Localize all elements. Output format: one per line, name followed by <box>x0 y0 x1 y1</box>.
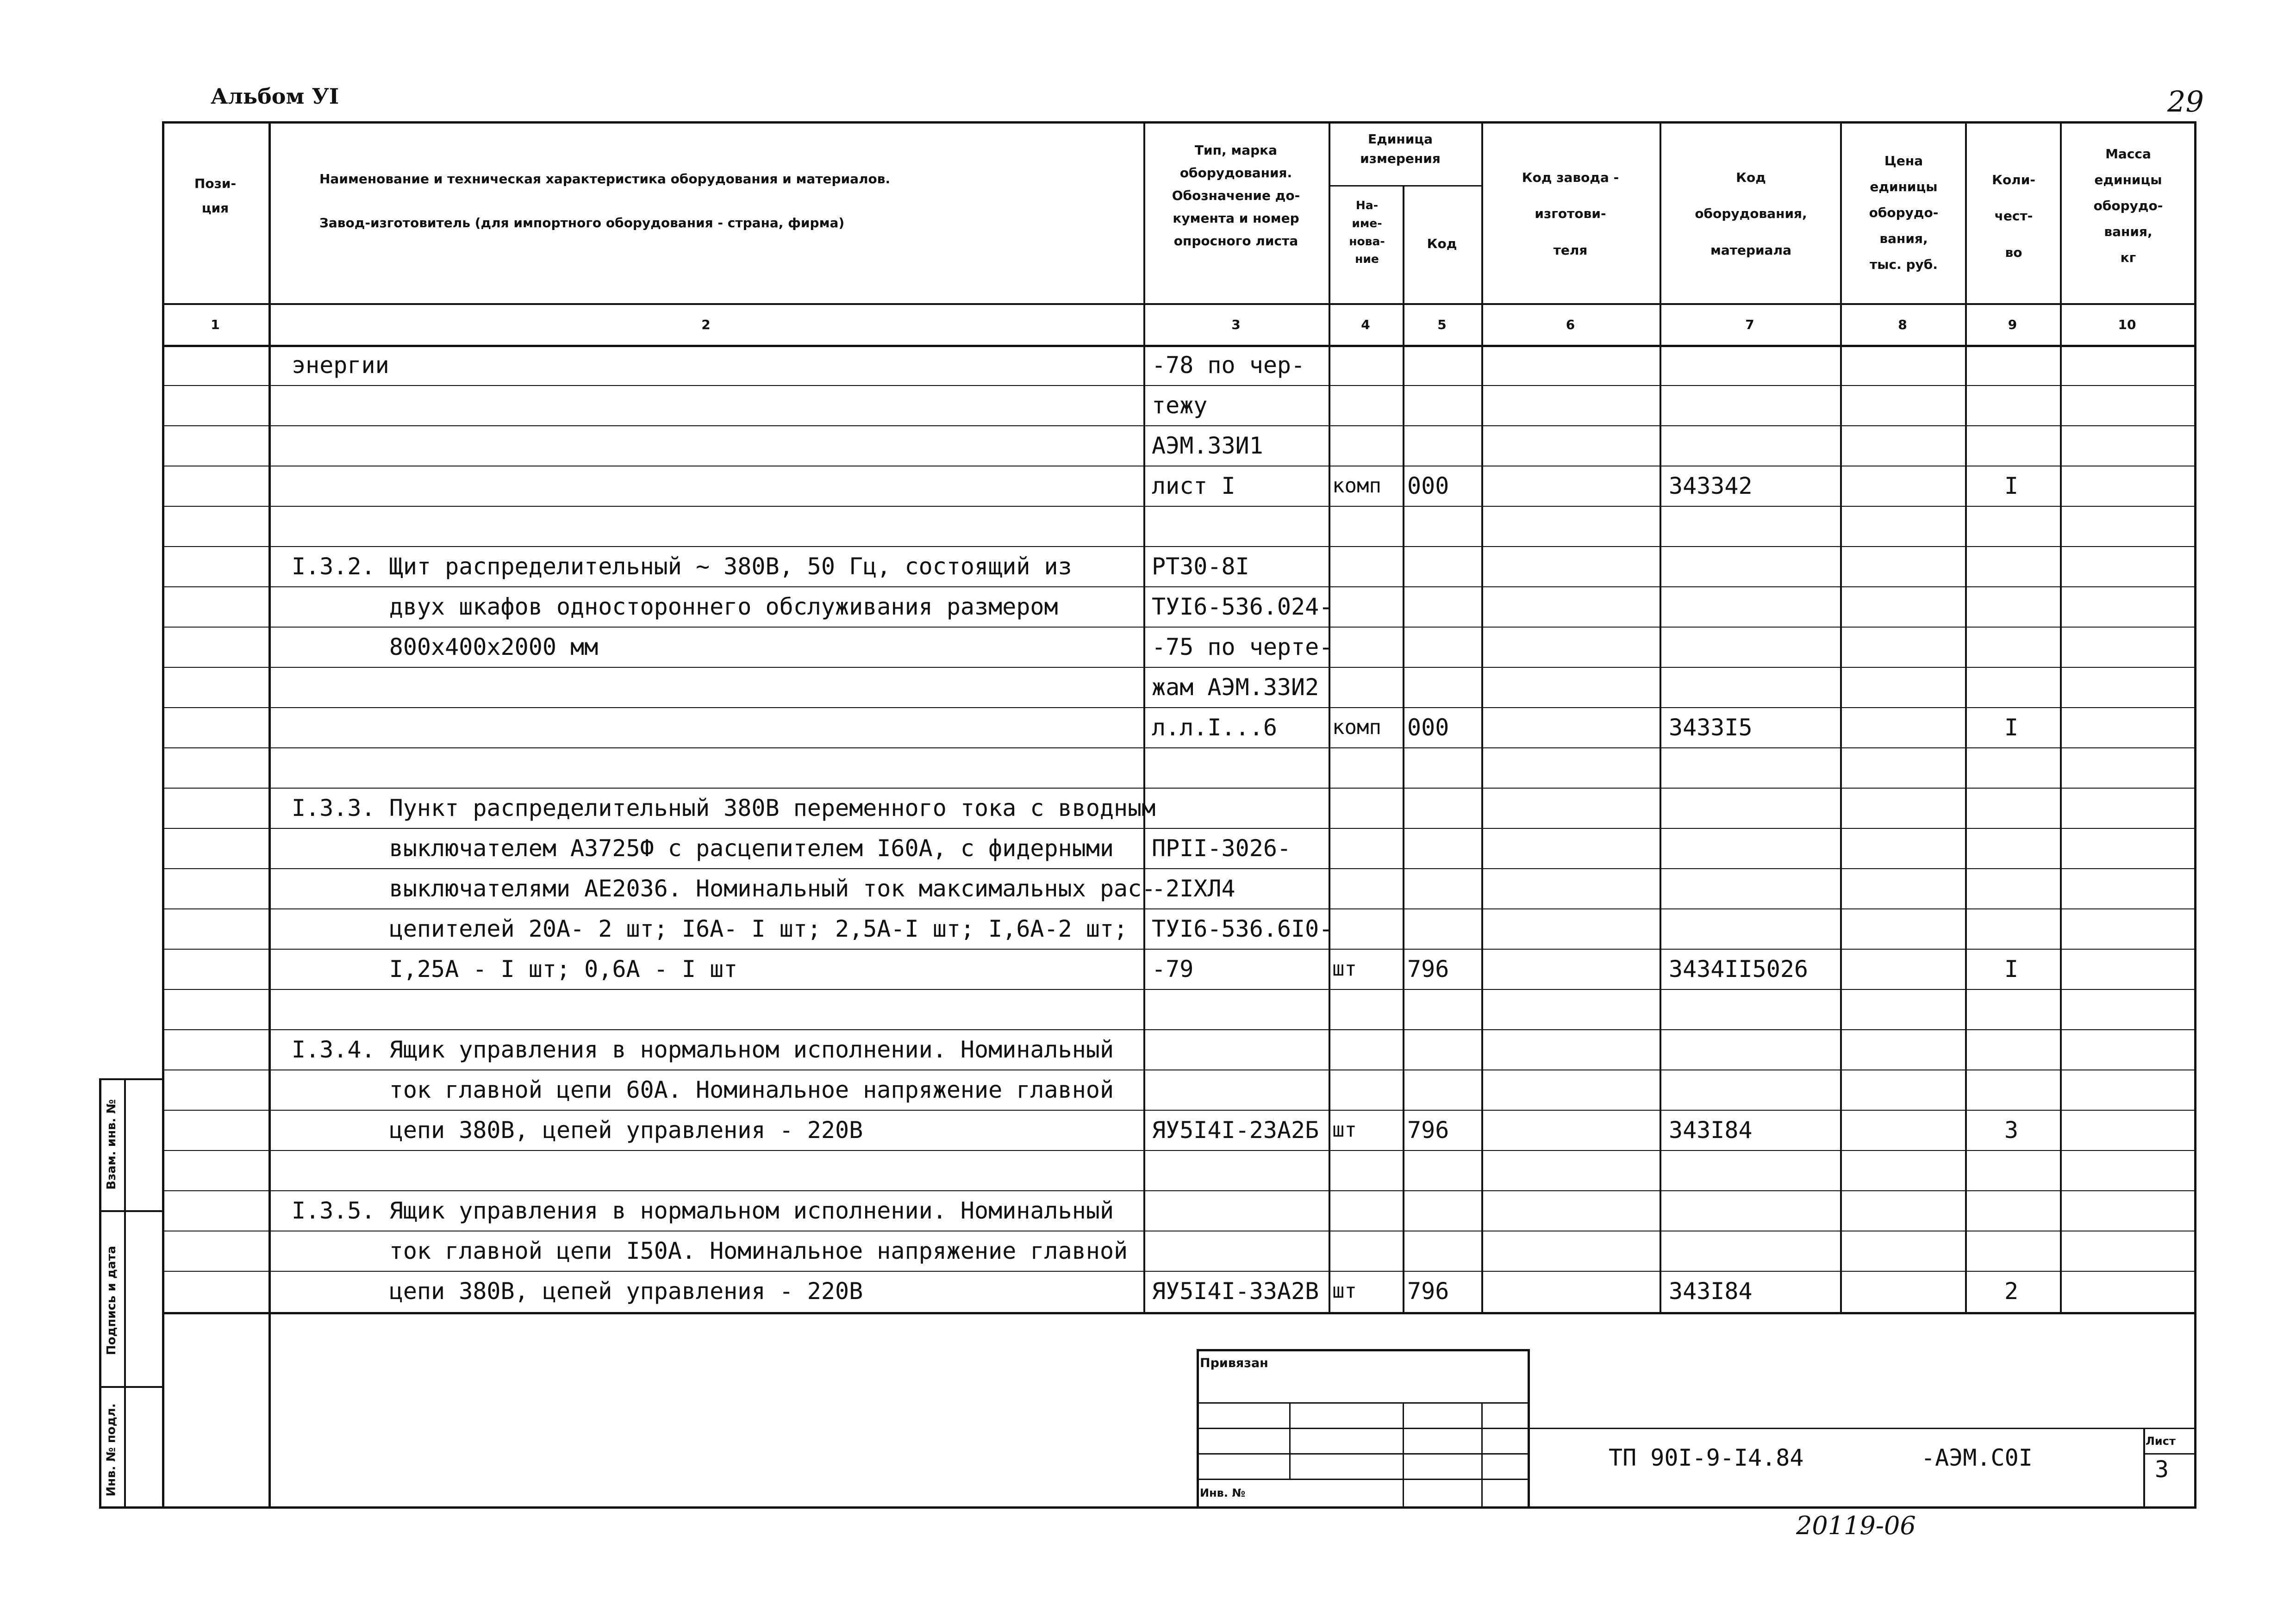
row-10-c3: л.л.I...6 <box>1152 714 1277 741</box>
row-16-c7: 3434II5026 <box>1669 956 1809 983</box>
row-14-c2: выключателями АЕ2036. Номинальный ток максимальных рас- <box>292 875 1156 902</box>
row-line <box>164 1150 2194 1151</box>
row-13-c3: ПРII-3026- <box>1152 835 1292 862</box>
column-number-5: 5 <box>1437 317 1447 332</box>
row-9-c3: жам АЭМ.33И2 <box>1152 674 1319 701</box>
privyazan-top <box>1197 1349 1530 1351</box>
side-stamp-left <box>99 1078 101 1509</box>
privyazan-row-line <box>1197 1453 1530 1455</box>
sheet-box-divider <box>2143 1453 2194 1455</box>
side-stamp-bottom <box>99 1506 164 1509</box>
row-line <box>164 1029 2194 1030</box>
frame-left <box>162 121 164 1506</box>
title-block-top <box>1530 1428 2194 1429</box>
row-20-c7: 343I84 <box>1669 1117 1753 1144</box>
column-number-8: 8 <box>1898 317 1907 332</box>
privyazan-col-line <box>1289 1402 1291 1479</box>
row-20-c5: 796 <box>1407 1117 1449 1144</box>
row-line <box>164 949 2194 950</box>
column-number-1: 1 <box>211 317 220 332</box>
column-number-4: 4 <box>1361 317 1370 332</box>
row-24-c2: цепи 380В, цепей управления - 220В <box>292 1278 863 1305</box>
row-8-c2: 800x400x2000 мм <box>292 634 599 660</box>
row-16-c2: I,25А - I шт; 0,6А - I шт <box>292 956 738 983</box>
privyazan-row-line <box>1197 1479 1530 1480</box>
row-24-c5: 796 <box>1407 1278 1449 1305</box>
header-name-line2: Завод-изготовитель (для импортного оборудования - страна, фирма) <box>319 215 845 230</box>
column-number-2: 2 <box>701 317 711 332</box>
row-line <box>164 425 2194 426</box>
row-10-c9: I <box>2004 714 2019 741</box>
row-16-c3: -79 <box>1152 956 1194 983</box>
handwritten-number: 20119-06 <box>1796 1511 1916 1540</box>
row-4-c7: 343342 <box>1669 473 1753 499</box>
header-plant-code: Код завода - изготови- теля <box>1522 170 1619 258</box>
row-line <box>164 908 2194 909</box>
sheet-label: Лист <box>2146 1435 2176 1448</box>
side-stamp-top <box>99 1078 164 1080</box>
row-23-c2: ток главной цепи I50А. Номинальное напряжение главной <box>292 1237 1128 1264</box>
row-line <box>164 868 2194 869</box>
row-line <box>164 627 2194 628</box>
row-20-c3: ЯУ5I4I-23А2Б <box>1152 1117 1319 1144</box>
privyazan-row-line <box>1197 1402 1530 1404</box>
unit-subheader-line <box>1329 185 1481 187</box>
header-price: Цена единицы оборудо- вания, тыс. руб. <box>1869 153 1939 272</box>
row-22-c2: I.3.5. Ящик управления в нормальном исполнении. Номинальный <box>292 1197 1114 1224</box>
header-unit: Единица измерения <box>1360 131 1441 166</box>
column-line <box>1481 121 1483 1313</box>
row-24-c4: шт <box>1332 1279 1357 1303</box>
privyazan-row-line <box>1197 1428 1530 1429</box>
column-line <box>268 121 271 1506</box>
privyazan-label: Привязан <box>1200 1356 1268 1370</box>
row-line <box>164 1271 2194 1272</box>
header-mass: Масса единицы оборудо- вания, кг <box>2093 146 2163 265</box>
row-3-c3: АЭМ.33И1 <box>1152 432 1263 459</box>
row-16-c4: шт <box>1332 957 1357 981</box>
row-line <box>164 989 2194 990</box>
column-number-6: 6 <box>1566 317 1575 332</box>
row-18-c2: I.3.4. Ящик управления в нормальном исполнении. Номинальный <box>292 1036 1114 1063</box>
row-line <box>164 506 2194 507</box>
row-1-c3: -78 по чер- <box>1152 352 1305 379</box>
column-line <box>1403 185 1404 1313</box>
row-4-c5: 000 <box>1407 473 1449 499</box>
row-7-c2: двух шкафов одностороннего обслуживания размером <box>292 593 1058 620</box>
row-15-c2: цепителей 20А- 2 шт; I6А- I шт; 2,5А-I шт; I,6А-2 шт; <box>292 915 1128 942</box>
row-14-c3: -2IХЛ4 <box>1152 875 1235 902</box>
row-4-c9: I <box>2004 473 2019 499</box>
row-line <box>164 747 2194 748</box>
row-24-c7: 343I84 <box>1669 1278 1753 1305</box>
privyazan-col-line <box>1403 1402 1404 1506</box>
side-stamp-vzam-inv: Взам. инв. № <box>105 1099 119 1190</box>
row-13-c2: выключателем А3725Ф с расцепителем I60А, с фидерными <box>292 835 1114 862</box>
album-title: Альбом УI <box>211 84 339 109</box>
row-12-c2: I.3.3. Пункт распределительный 380В переменного тока с вводным <box>292 795 1156 821</box>
side-stamp-inv-podl: Инв. № подл. <box>105 1403 119 1497</box>
column-line <box>2060 121 2062 1313</box>
header-name-line1: Наименование и техническая характеристика оборудования и материалов. <box>319 171 891 187</box>
row-line <box>164 828 2194 829</box>
page-number-handwritten: 29 <box>2167 85 2204 118</box>
sheet-box-left <box>2143 1428 2145 1506</box>
column-numbers-bottom-line <box>162 345 2194 347</box>
header-unit-code: Код <box>1427 236 1457 251</box>
header-unit-name: На- име- нова- ние <box>1349 199 1385 266</box>
column-number-3: 3 <box>1231 317 1241 332</box>
column-line <box>1840 121 1842 1313</box>
row-10-c5: 000 <box>1407 714 1449 741</box>
column-line <box>1329 121 1330 1313</box>
column-line <box>1965 121 1967 1313</box>
row-16-c9: I <box>2004 956 2019 983</box>
column-line <box>1143 121 1145 1313</box>
sheet-number: 3 <box>2155 1456 2169 1483</box>
row-6-c3: РТЗ0-8I <box>1152 553 1249 580</box>
row-line <box>164 1110 2194 1111</box>
column-number-7: 7 <box>1745 317 1754 332</box>
row-20-c9: 3 <box>2004 1117 2019 1144</box>
header-equipment-code: Код оборудования, материала <box>1695 170 1807 258</box>
row-24-c3: ЯУ5I4I-33А2В <box>1152 1278 1319 1305</box>
row-6-c2: I.3.2. Щит распределительный ~ 380В, 50 Гц, состоящий из <box>292 553 1072 580</box>
row-20-c4: шт <box>1332 1118 1357 1142</box>
column-number-9: 9 <box>2008 317 2017 332</box>
table-bottom-line <box>162 1312 2194 1314</box>
side-stamp-divider <box>99 1210 164 1212</box>
frame-right <box>2194 121 2196 1509</box>
row-10-c4: комп <box>1332 715 1381 739</box>
column-number-10: 10 <box>2118 317 2136 332</box>
document-suffix: -АЭМ.С0I <box>1921 1444 2033 1471</box>
header-position: Пози- ция <box>194 176 237 216</box>
row-15-c3: ТУI6-536.6I0- <box>1152 915 1333 942</box>
row-1-c2: энергии <box>292 352 389 379</box>
row-4-c4: комп <box>1332 474 1381 497</box>
column-line <box>1660 121 1661 1313</box>
row-line <box>164 546 2194 547</box>
row-line <box>164 1190 2194 1191</box>
header-type: Тип, марка оборудования. Обозначение до- кумента и номер опросного листа <box>1172 143 1300 249</box>
frame-bottom <box>162 1506 2196 1509</box>
row-line <box>164 385 2194 386</box>
row-line <box>164 707 2194 708</box>
row-line <box>164 788 2194 789</box>
side-stamp-divider <box>99 1386 164 1388</box>
row-20-c2: цепи 380В, цепей управления - 220В <box>292 1117 863 1144</box>
row-line <box>164 667 2194 668</box>
row-24-c9: 2 <box>2004 1278 2019 1305</box>
row-4-c3: лист I <box>1152 473 1235 499</box>
row-16-c5: 796 <box>1407 956 1449 983</box>
row-7-c3: ТУI6-536.024- <box>1152 593 1333 620</box>
row-2-c3: тежу <box>1152 392 1208 419</box>
inv-no-label: Инв. № <box>1200 1486 1246 1499</box>
side-stamp-signature-date: Подпись и дата <box>105 1245 119 1356</box>
privyazan-col-line <box>1481 1402 1483 1506</box>
row-line <box>164 586 2194 587</box>
row-10-c7: 3433I5 <box>1669 714 1753 741</box>
frame-top <box>162 121 2194 124</box>
side-stamp-inner <box>124 1078 126 1509</box>
row-8-c3: -75 по черте- <box>1152 634 1333 660</box>
header-quantity: Коли- чест- во <box>1992 172 2035 260</box>
header-bottom-line <box>162 303 2194 305</box>
document-code: ТП 90I-9-I4.84 <box>1609 1444 1804 1471</box>
row-19-c2: ток главной цепи 60А. Номинальное напряжение главной <box>292 1076 1114 1103</box>
